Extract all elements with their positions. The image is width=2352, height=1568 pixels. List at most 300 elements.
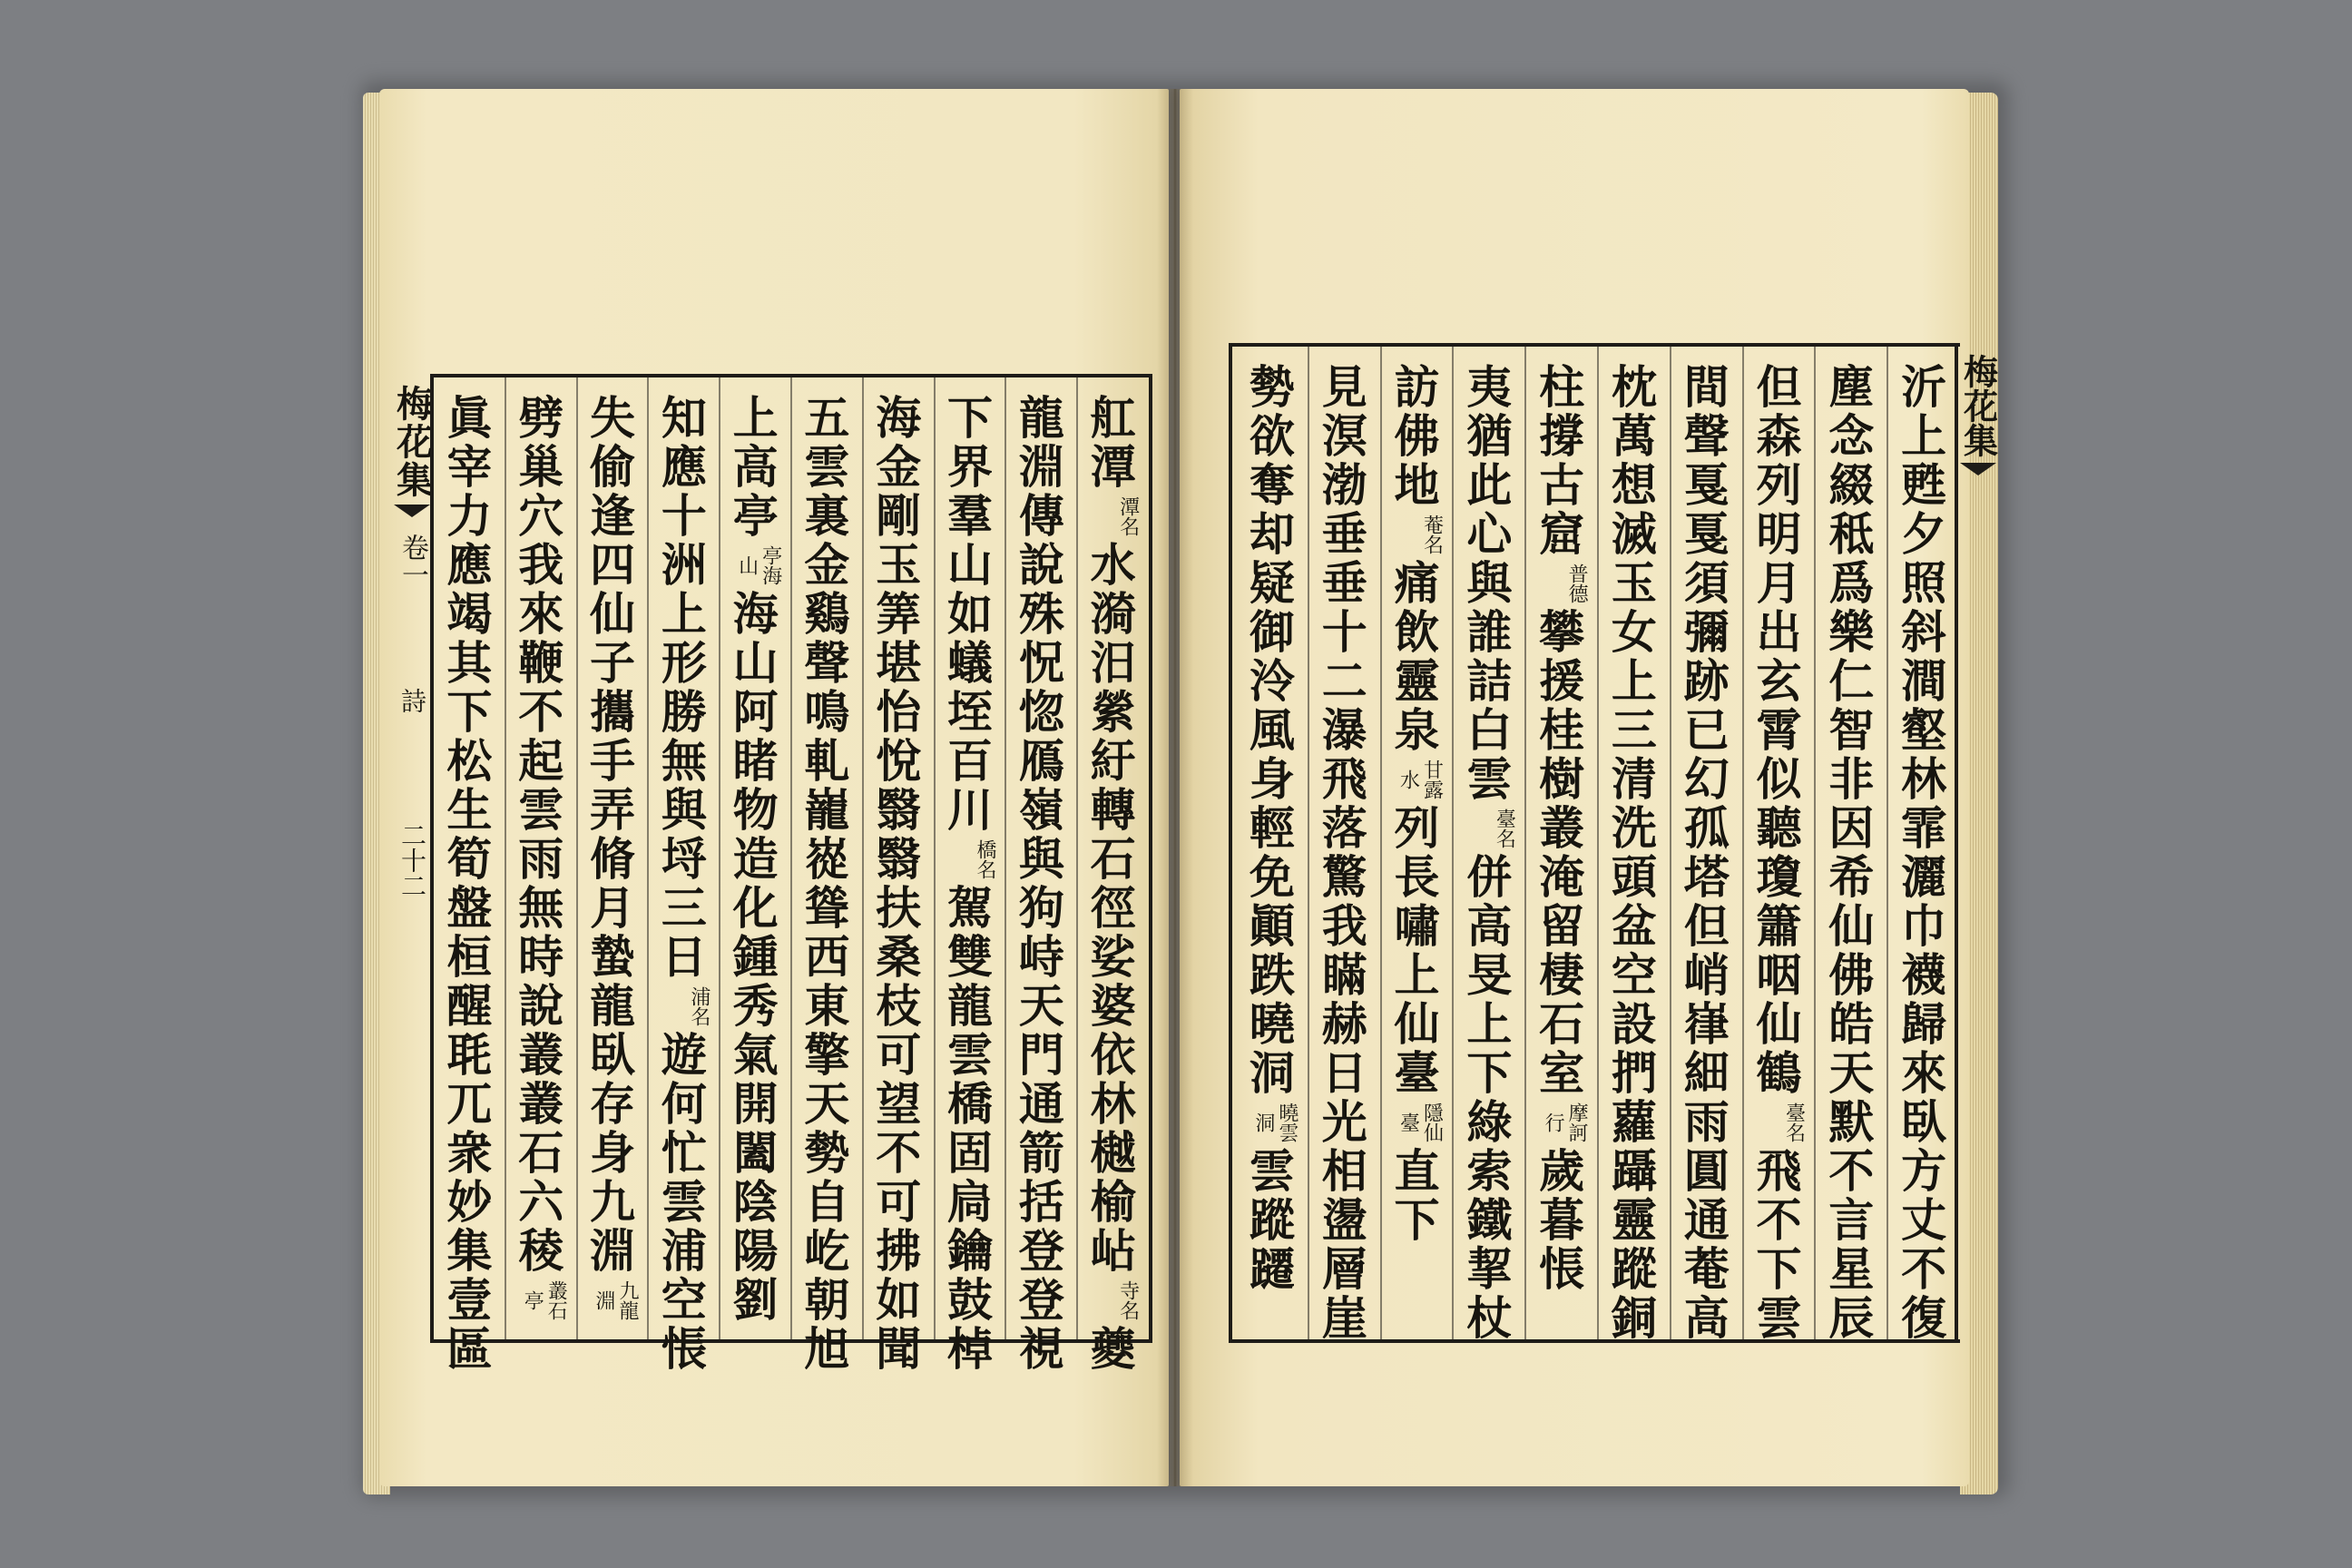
character: 如	[876, 1274, 922, 1327]
character: 復	[1901, 1292, 1947, 1345]
text-column	[1243, 363, 1301, 1294]
character: 痛	[1394, 557, 1440, 610]
column-rule	[1886, 347, 1888, 1339]
character: 似	[1756, 753, 1802, 806]
character: 仙	[1828, 900, 1875, 953]
character: 默	[1828, 1096, 1875, 1149]
annotation-note: 叢石亭	[521, 1280, 568, 1320]
character: 下	[1466, 1047, 1513, 1100]
character: 欲	[1249, 410, 1295, 463]
annotation-note: 隱仙臺	[1396, 1102, 1444, 1142]
character: 甦	[1901, 459, 1947, 512]
character: 巃	[804, 784, 850, 837]
character: 壑	[1901, 704, 1947, 757]
character: 驚	[1321, 851, 1367, 904]
character: 層	[1321, 1243, 1367, 1296]
character: 羣	[947, 490, 993, 543]
character: 不	[876, 1127, 922, 1180]
character: 秪	[1828, 508, 1875, 561]
character: 澗	[1901, 655, 1947, 708]
character: 輕	[1249, 802, 1295, 855]
character: 攀	[1539, 606, 1585, 659]
character: 嵂	[1683, 998, 1730, 1051]
character: 垂	[1321, 508, 1367, 561]
character: 化	[732, 882, 779, 935]
character: 空	[661, 1274, 707, 1327]
character: 毦	[446, 1029, 493, 1082]
character: 樂	[1828, 606, 1875, 659]
character: 怡	[876, 686, 922, 739]
character: 秀	[732, 980, 779, 1033]
character: 手	[590, 735, 635, 788]
character: 塔	[1683, 851, 1730, 904]
character: 遊	[661, 1029, 707, 1082]
character: 嶺	[1018, 784, 1064, 837]
character: 仙	[1756, 998, 1802, 1051]
text-column	[1605, 363, 1663, 1343]
character: 勝	[661, 686, 707, 739]
column-rule	[1452, 347, 1454, 1339]
character: 樹	[1539, 753, 1585, 806]
text-column	[941, 394, 999, 1374]
character: 上	[1394, 949, 1440, 1002]
character: 盤	[446, 882, 493, 935]
character: 界	[947, 441, 993, 494]
character: 筍	[446, 833, 493, 886]
character: 明	[1756, 508, 1802, 561]
character: 泠	[1249, 655, 1295, 708]
character: 高	[1683, 1292, 1730, 1345]
annotation-note: 臺名	[1493, 808, 1516, 848]
character: 陰	[732, 1176, 779, 1229]
character: 勢	[1249, 361, 1295, 414]
column-rule	[576, 377, 578, 1339]
character: 桓	[446, 931, 493, 984]
text-column	[1013, 394, 1071, 1374]
character: 亭	[732, 490, 779, 543]
character: 勢	[804, 1127, 850, 1180]
character: 峭	[1683, 949, 1730, 1002]
character: 我	[518, 539, 564, 592]
character: 攜	[590, 686, 635, 739]
character: 下	[947, 392, 993, 445]
character: 朝	[804, 1274, 850, 1327]
character: 靈	[1611, 1194, 1657, 1247]
character: 斜	[1901, 606, 1947, 659]
annotation-note: 潭名	[1116, 496, 1140, 536]
character: 旭	[804, 1323, 850, 1376]
character: 襪	[1901, 949, 1947, 1002]
character: 逢	[590, 490, 635, 543]
character: 穴	[518, 490, 564, 543]
character: 十	[661, 490, 707, 543]
character: 臥	[1901, 1096, 1947, 1149]
character: 如	[947, 588, 993, 641]
character: 飲	[1394, 606, 1440, 659]
character: 丈	[1901, 1194, 1947, 1247]
character: 桑	[876, 931, 922, 984]
character: 何	[661, 1078, 707, 1131]
character: 枕	[1611, 361, 1657, 414]
character: 日	[1321, 1047, 1367, 1100]
character: 龍	[947, 980, 993, 1033]
column-rule	[1742, 347, 1744, 1339]
character: 松	[446, 735, 493, 788]
column-rule	[1597, 347, 1599, 1339]
character: 誰	[1466, 606, 1513, 659]
section-label: 詩	[397, 688, 427, 713]
character: 衆	[446, 1127, 493, 1180]
character: 金	[804, 539, 850, 592]
character: 海	[732, 588, 779, 641]
character: 棲	[1539, 949, 1585, 1002]
character: 身	[590, 1127, 635, 1180]
character: 雲	[1249, 1145, 1295, 1198]
character: 風	[1249, 704, 1295, 757]
character: 狗	[1018, 882, 1064, 935]
right-page-margin	[1957, 345, 1998, 599]
character: 蘿	[1611, 1096, 1657, 1149]
character: 漪	[1090, 588, 1136, 641]
character: 闔	[732, 1127, 779, 1180]
character: 固	[947, 1127, 993, 1180]
character: 東	[804, 980, 850, 1033]
character: 崖	[1321, 1292, 1367, 1345]
character: 脩	[590, 833, 635, 886]
character: 援	[1539, 655, 1585, 708]
character: 留	[1539, 900, 1585, 953]
character: 言	[1828, 1194, 1875, 1247]
character: 嵸	[804, 833, 850, 886]
character: 雲	[1756, 1292, 1802, 1345]
character: 併	[1466, 851, 1513, 904]
character: 蟻	[947, 637, 993, 690]
character: 登	[1018, 1274, 1064, 1327]
character: 智	[1828, 704, 1875, 757]
character: 蹤	[1611, 1243, 1657, 1296]
character: 銅	[1611, 1292, 1657, 1345]
character: 其	[446, 637, 493, 690]
left-page-margin	[390, 374, 434, 1343]
character: 灑	[1901, 851, 1947, 904]
character: 與	[1018, 833, 1064, 886]
character: 列	[1394, 802, 1440, 855]
character: 石	[1539, 998, 1585, 1051]
character: 清	[1611, 753, 1657, 806]
character: 叢	[1539, 802, 1585, 855]
text-column	[1750, 363, 1808, 1343]
character: 照	[1901, 557, 1947, 610]
character: 設	[1611, 998, 1657, 1051]
character: 阿	[732, 686, 779, 739]
character: 桂	[1539, 704, 1585, 757]
character: 跡	[1683, 655, 1730, 708]
character: 瀑	[1321, 704, 1367, 757]
character: 訪	[1394, 361, 1440, 414]
character: 天	[804, 1078, 850, 1131]
character: 女	[1611, 606, 1657, 659]
character: 戛	[1683, 459, 1730, 512]
character: 雨	[1683, 1096, 1730, 1149]
character: 辰	[1828, 1292, 1875, 1345]
character: 壹	[446, 1274, 493, 1327]
character: 沂	[1901, 361, 1947, 414]
column-rule	[1076, 377, 1078, 1339]
character: 但	[1756, 361, 1802, 414]
character: 玉	[1611, 557, 1657, 610]
character: 見	[1321, 361, 1367, 414]
character: 顚	[1249, 900, 1295, 953]
character: 因	[1828, 802, 1875, 855]
character: 紆	[1090, 735, 1136, 788]
character: 裏	[804, 490, 850, 543]
character: 山	[732, 637, 779, 690]
character: 洞	[1249, 1047, 1295, 1100]
character: 高	[1466, 900, 1513, 953]
character: 臺	[1394, 1047, 1440, 1100]
character: 細	[1683, 1047, 1730, 1100]
character: 二	[1321, 655, 1367, 708]
character: 歲	[1539, 1145, 1585, 1198]
character: 榆	[1090, 1176, 1136, 1229]
character: 間	[1683, 361, 1730, 414]
character: 依	[1090, 1029, 1136, 1082]
character: 咽	[1756, 949, 1802, 1002]
character: 叢	[518, 1029, 564, 1082]
character: 跌	[1249, 949, 1295, 1002]
character: 瓊	[1756, 851, 1802, 904]
character: 爲	[1828, 557, 1875, 610]
character: 玄	[1756, 655, 1802, 708]
character: 鐵	[1466, 1194, 1513, 1247]
character: 知	[661, 392, 707, 445]
character: 光	[1321, 1096, 1367, 1149]
character: 宰	[446, 441, 493, 494]
character: 暮	[1539, 1194, 1585, 1247]
character: 橋	[947, 1078, 993, 1131]
character: 不	[518, 686, 564, 739]
text-column	[1388, 363, 1446, 1245]
character: 仙	[590, 588, 635, 641]
character: 石	[518, 1127, 564, 1180]
character: 五	[804, 392, 850, 445]
character: 不	[1756, 1194, 1802, 1247]
character: 物	[732, 784, 779, 837]
character: 雲	[947, 1029, 993, 1082]
character: 劉	[732, 1274, 779, 1327]
character: 上	[1466, 998, 1513, 1051]
character: 空	[1611, 949, 1657, 1002]
character: 猶	[1466, 410, 1513, 463]
character: 龍	[1018, 392, 1064, 445]
character: 瞞	[1321, 949, 1367, 1002]
character: 箭	[1018, 1127, 1064, 1180]
book-title-right: 梅花集	[1957, 354, 1998, 457]
character: 滅	[1611, 508, 1657, 561]
character: 皓	[1828, 998, 1875, 1051]
character: 山	[947, 539, 993, 592]
character: 下	[1394, 1194, 1440, 1247]
character: 拂	[876, 1225, 922, 1278]
text-column	[798, 394, 856, 1374]
character: 竭	[446, 588, 493, 641]
character: 扶	[876, 882, 922, 935]
character: 捫	[1611, 1047, 1657, 1100]
character: 躡	[1611, 1145, 1657, 1198]
character: 古	[1539, 459, 1585, 512]
column-rule	[505, 377, 506, 1339]
character: 下	[446, 686, 493, 739]
character: 玉	[876, 539, 922, 592]
left-text-frame	[430, 374, 1152, 1376]
character: 不	[1901, 1243, 1947, 1296]
character: 雙	[947, 931, 993, 984]
character: 幻	[1683, 753, 1730, 806]
character: 高	[732, 441, 779, 494]
character: 日	[661, 931, 707, 984]
character: 起	[518, 735, 564, 788]
character: 上	[732, 392, 779, 445]
character: 挈	[1466, 1243, 1513, 1296]
character: 洲	[661, 539, 707, 592]
character: 說	[1018, 539, 1064, 592]
character: 睹	[732, 735, 779, 788]
character: 醒	[446, 980, 493, 1033]
character: 希	[1828, 851, 1875, 904]
character: 聳	[804, 882, 850, 935]
character: 垂	[1321, 557, 1367, 610]
character: 扃	[947, 1176, 993, 1229]
character: 渤	[1321, 459, 1367, 512]
character: 索	[1466, 1145, 1513, 1198]
character: 無	[518, 882, 564, 935]
character: 雲	[1466, 753, 1513, 806]
character: 浦	[661, 1225, 707, 1278]
character: 飛	[1756, 1145, 1802, 1198]
right-frame-edge	[1955, 343, 1958, 1343]
character: 蟄	[590, 931, 635, 984]
character: 孤	[1683, 802, 1730, 855]
annotation-note: 九龍淵	[593, 1280, 639, 1320]
character: 六	[518, 1176, 564, 1229]
character: 無	[661, 735, 707, 788]
column-rule	[1524, 347, 1526, 1339]
text-column	[1084, 394, 1142, 1374]
character: 佛	[1828, 949, 1875, 1002]
character: 撐	[1539, 410, 1585, 463]
character: 九	[590, 1176, 635, 1229]
fishtail-mark	[394, 505, 430, 517]
column-rule	[934, 377, 936, 1339]
character: 夔	[1090, 1323, 1136, 1376]
character: 淹	[1539, 851, 1585, 904]
annotation-note: 摩訶行	[1542, 1102, 1589, 1142]
character: 林	[1090, 1078, 1136, 1131]
page-number: 二十二	[397, 822, 427, 898]
book-title: 梅花集	[390, 385, 433, 499]
character: 登	[1018, 1225, 1064, 1278]
character: 奪	[1249, 459, 1295, 512]
character: 我	[1321, 900, 1367, 953]
character: 菴	[1683, 1243, 1730, 1296]
character: 蹤	[1249, 1194, 1295, 1247]
character: 柱	[1539, 361, 1585, 414]
text-column	[1822, 363, 1880, 1343]
character: 三	[1611, 704, 1657, 757]
character: 集	[446, 1225, 493, 1278]
character: 海	[876, 392, 922, 445]
character: 念	[1828, 410, 1875, 463]
character: 怳	[1018, 637, 1064, 690]
character: 望	[876, 1078, 922, 1131]
character: 棹	[947, 1323, 993, 1376]
character: 仁	[1828, 655, 1875, 708]
character: 身	[1249, 753, 1295, 806]
character: 躚	[1249, 1243, 1295, 1296]
character: 稜	[518, 1225, 564, 1278]
character: 堪	[876, 637, 922, 690]
column-rule	[1670, 347, 1671, 1339]
text-column	[440, 394, 498, 1374]
character: 不	[1828, 1145, 1875, 1198]
character: 四	[590, 539, 635, 592]
character: 弄	[590, 784, 635, 837]
character: 長	[1394, 851, 1440, 904]
text-column	[727, 394, 785, 1325]
character: 霄	[1756, 704, 1802, 757]
character: 失	[590, 392, 635, 445]
text-column	[869, 394, 927, 1374]
character: 塵	[1828, 361, 1875, 414]
character: 三	[661, 882, 707, 935]
character: 鍾	[732, 931, 779, 984]
character: 聞	[876, 1323, 922, 1376]
character: 鼓	[947, 1274, 993, 1327]
character: 汨	[1090, 637, 1136, 690]
character: 百	[947, 735, 993, 788]
character: 傳	[1018, 490, 1064, 543]
character: 擎	[804, 1029, 850, 1082]
character: 十	[1321, 606, 1367, 659]
character: 彌	[1683, 606, 1730, 659]
character: 鑰	[947, 1225, 993, 1278]
character: 星	[1828, 1243, 1875, 1296]
character: 舡	[1090, 392, 1136, 445]
character: 戛	[1683, 508, 1730, 561]
character: 歸	[1901, 998, 1947, 1051]
character: 兀	[446, 1078, 493, 1131]
character: 室	[1539, 1047, 1585, 1100]
character: 川	[947, 784, 993, 837]
character: 方	[1901, 1145, 1947, 1198]
character: 金	[876, 441, 922, 494]
character: 峙	[1018, 931, 1064, 984]
book-gutter	[1157, 89, 1193, 1486]
character: 悅	[876, 735, 922, 788]
character: 窟	[1539, 508, 1585, 561]
character: 上	[1611, 655, 1657, 708]
character: 埒	[661, 833, 707, 886]
character: 通	[1683, 1194, 1730, 1247]
character: 與	[661, 784, 707, 837]
character: 佛	[1394, 410, 1440, 463]
character: 直	[1394, 1145, 1440, 1198]
character: 地	[1394, 459, 1440, 512]
character: 免	[1249, 851, 1295, 904]
character: 筭	[876, 588, 922, 641]
character: 存	[590, 1078, 635, 1131]
character: 忙	[661, 1127, 707, 1180]
